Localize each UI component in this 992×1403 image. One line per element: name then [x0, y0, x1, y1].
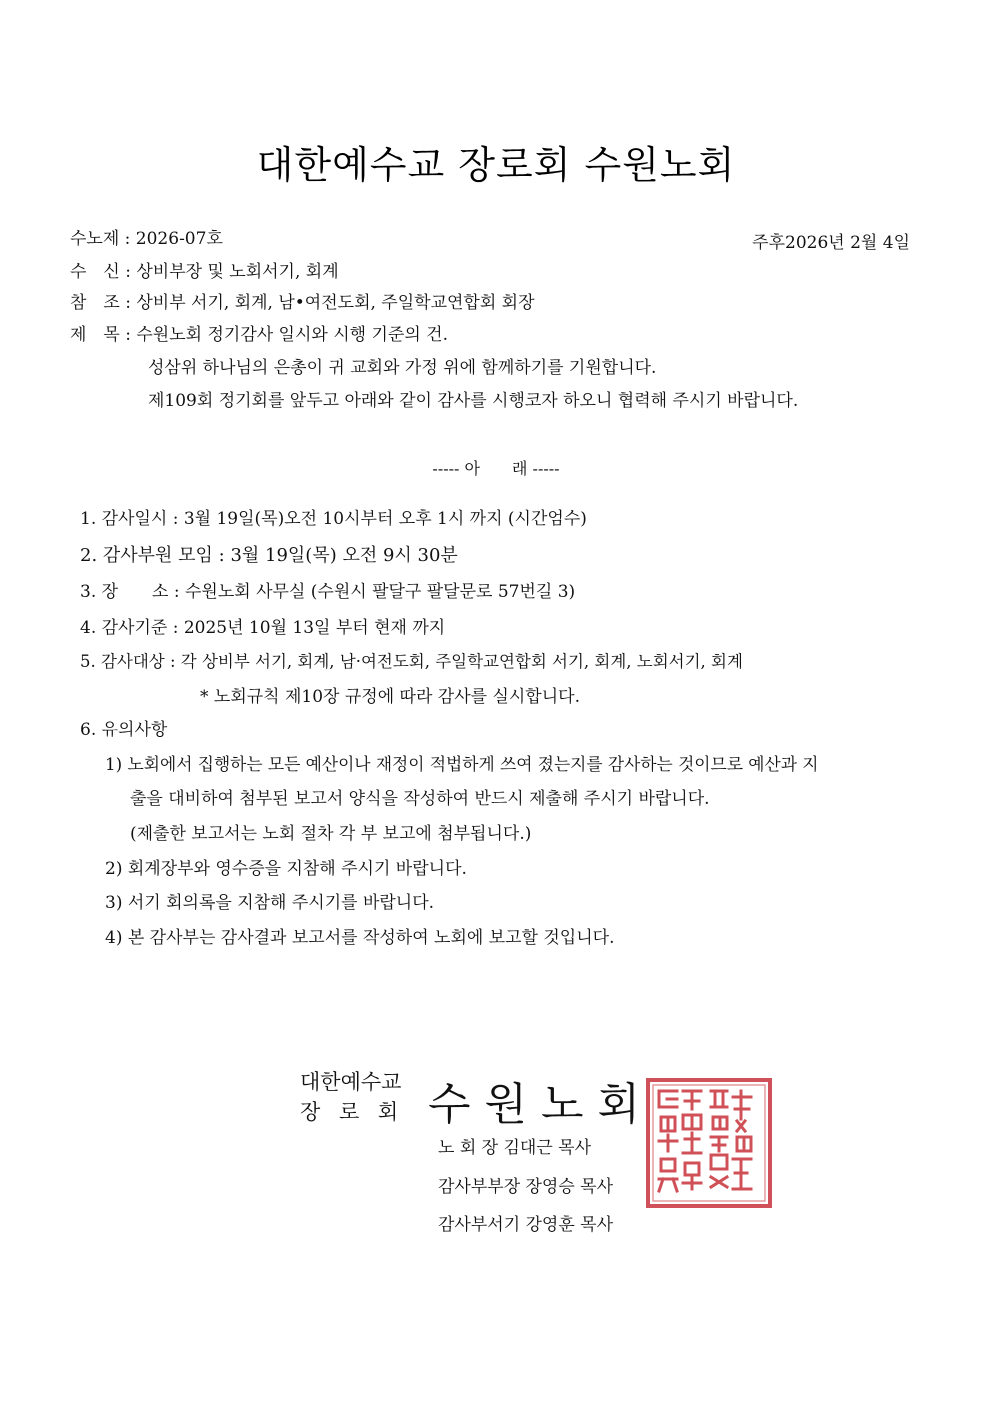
signatory-moderator: 노 회 장 김대근 목사 — [438, 1138, 591, 1158]
item-audit-targets: 5. 감사대상 : 각 상비부 서기, 회계, 남·여전도회, 주일학교연합회 서기, 회계, 노회서기, 회계 — [80, 652, 743, 671]
item-regulation-note: * 노회규칙 제10장 규정에 따라 감사를 실시합니다. — [200, 687, 580, 707]
sender-presbytery-name: 수원노회 — [428, 1079, 655, 1130]
notice-heading: ----- 아 래 ----- — [432, 459, 560, 478]
document-date: 주후2026년 2월 4일 — [752, 233, 910, 253]
sender-org-line2: 장 로 회 — [300, 1100, 405, 1124]
signatory-audit-secretary: 감사부서기 강영훈 목사 — [438, 1215, 614, 1235]
greeting-line: 성삼위 하나님의 은총이 귀 교회와 가정 위에 함께하기를 기원합니다. — [148, 358, 657, 378]
item-audit-datetime: 1. 감사일시 : 3월 19일(목)오전 10시부터 오후 1시 까지 (시간엄수) — [80, 509, 587, 529]
note-line: 1) 노회에서 집행하는 모든 예산이나 재정이 적법하게 쓰여 졌는지를 감사하는 것이므로 예산과 지 — [105, 754, 819, 774]
greeting-line: 제109회 정기회를 앞두고 아래와 같이 감사를 시행코자 하오니 협력해 주시기 바랍니다. — [148, 391, 799, 411]
signatory-audit-vice-chair: 감사부부장 장영승 목사 — [438, 1177, 614, 1197]
item-member-meeting: 2. 감사부원 모임 : 3월 19일(목) 오전 9시 30분 — [80, 545, 458, 566]
note-line: (제출한 보고서는 노회 절차 각 부 보고에 첨부됩니다.) — [130, 824, 532, 844]
note-line: 3) 서기 회의록을 지참해 주시기를 바랍니다. — [105, 893, 435, 913]
note-line: 4) 본 감사부는 감사결과 보고서를 작성하여 노회에 보고할 것입니다. — [105, 928, 615, 948]
note-line: 2) 회계장부와 영수증을 지참해 주시기 바랍니다. — [105, 859, 467, 879]
subject-line: 제 목 : 수원노회 정기감사 일시와 시행 기준의 건. — [70, 325, 448, 345]
official-seal-stamp — [645, 1077, 773, 1209]
item-location: 3. 장 소 : 수원노회 사무실 (수원시 팔달구 팔달문로 57번길 3) — [80, 582, 576, 602]
note-line: 출을 대비하여 첨부된 보고서 양식을 작성하여 반드시 제출해 주시기 바랍니다. — [130, 789, 710, 809]
sender-org-line1: 대한예수교 — [300, 1070, 402, 1094]
document-title: 대한예수교 장로회 수원노회 — [256, 143, 736, 187]
document-number: 수노제 : 2026-07호 — [70, 229, 223, 249]
reference-line: 참 조 : 상비부 서기, 회계, 남•여전도회, 주일학교연합회 회장 — [70, 293, 535, 313]
item-notes-heading: 6. 유의사항 — [80, 720, 168, 740]
item-audit-period: 4. 감사기준 : 2025년 10월 13일 부터 현재 까지 — [80, 618, 446, 638]
recipient-line: 수 신 : 상비부장 및 노회서기, 회계 — [70, 262, 339, 282]
